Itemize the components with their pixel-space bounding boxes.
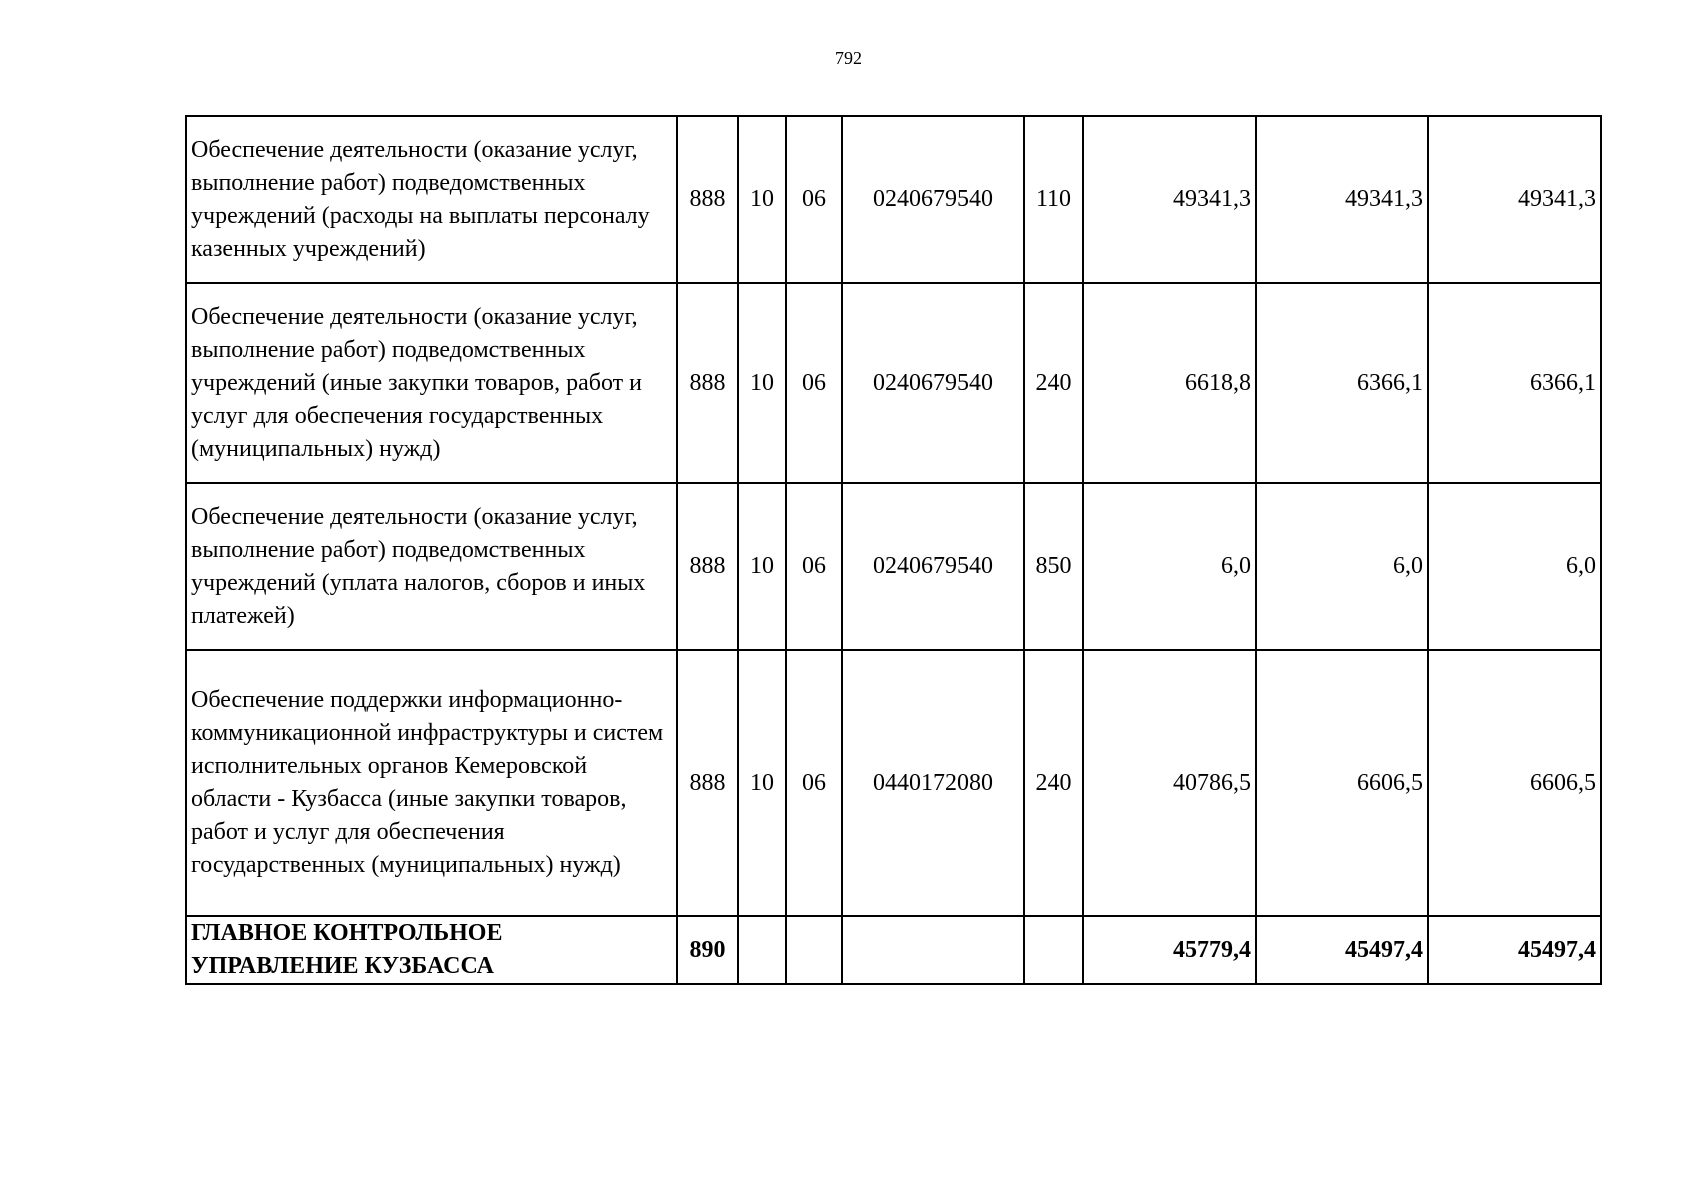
budget-table xyxy=(185,115,1602,985)
table-row xyxy=(186,650,1601,916)
ministry-code: 888 xyxy=(677,483,738,650)
section-code: 10 xyxy=(738,283,786,483)
amount-year-2: 6,0 xyxy=(1256,483,1428,650)
table-row xyxy=(186,483,1601,650)
table-row xyxy=(186,283,1601,483)
target-article-code: 0440172080 xyxy=(842,650,1024,916)
ministry-code: 890 xyxy=(677,916,738,984)
amount-year-3: 49341,3 xyxy=(1428,116,1601,283)
amount-year-1: 6618,8 xyxy=(1083,283,1256,483)
row-description: Обеспечение деятельности (оказание услуг, выполнение работ) подведомственных учреждений (расходы на выплаты персоналу казенных учреждений) xyxy=(186,116,677,283)
expense-type-code: 240 xyxy=(1024,283,1083,483)
section-code xyxy=(738,916,786,984)
ministry-code: 888 xyxy=(677,650,738,916)
amount-year-3: 6606,5 xyxy=(1428,650,1601,916)
row-description: Обеспечение поддержки информационно-коммуникационной инфраструктуры и систем исполнительных органов Кемеровской области - Кузбасса (иные закупки товаров, работ и услуг для обеспечения государственных (муниципальных) нужд) xyxy=(186,650,677,916)
subsection-code xyxy=(786,916,842,984)
expense-type-code xyxy=(1024,916,1083,984)
page-number: 792 xyxy=(835,48,862,68)
ministry-code: 888 xyxy=(677,283,738,483)
amount-year-2: 6366,1 xyxy=(1256,283,1428,483)
ministry-code: 888 xyxy=(677,116,738,283)
amount-year-3: 6,0 xyxy=(1428,483,1601,650)
target-article-code: 0240679540 xyxy=(842,116,1024,283)
amount-year-2: 49341,3 xyxy=(1256,116,1428,283)
subsection-code: 06 xyxy=(786,483,842,650)
amount-year-1: 6,0 xyxy=(1083,483,1256,650)
target-article-code: 0240679540 xyxy=(842,283,1024,483)
expense-type-code: 110 xyxy=(1024,116,1083,283)
section-code: 10 xyxy=(738,116,786,283)
amount-year-3: 45497,4 xyxy=(1428,916,1601,984)
row-description: Обеспечение деятельности (оказание услуг, выполнение работ) подведомственных учреждений (иные закупки товаров, работ и услуг для обеспечения государственных (муниципальных) нужд) xyxy=(186,283,677,483)
table-row xyxy=(186,116,1601,283)
amount-year-1: 49341,3 xyxy=(1083,116,1256,283)
section-code: 10 xyxy=(738,483,786,650)
row-description: Обеспечение деятельности (оказание услуг, выполнение работ) подведомственных учреждений (уплата налогов, сборов и иных платежей) xyxy=(186,483,677,650)
subsection-code: 06 xyxy=(786,116,842,283)
section-code: 10 xyxy=(738,650,786,916)
expense-type-code: 240 xyxy=(1024,650,1083,916)
subsection-code: 06 xyxy=(786,283,842,483)
target-article-code: 0240679540 xyxy=(842,483,1024,650)
expense-type-code: 850 xyxy=(1024,483,1083,650)
amount-year-3: 6366,1 xyxy=(1428,283,1601,483)
table-row-total xyxy=(186,916,1601,984)
target-article-code xyxy=(842,916,1024,984)
row-description: ГЛАВНОЕ КОНТРОЛЬНОЕ УПРАВЛЕНИЕ КУЗБАССА xyxy=(186,916,677,984)
amount-year-2: 6606,5 xyxy=(1256,650,1428,916)
amount-year-1: 40786,5 xyxy=(1083,650,1256,916)
amount-year-1: 45779,4 xyxy=(1083,916,1256,984)
amount-year-2: 45497,4 xyxy=(1256,916,1428,984)
subsection-code: 06 xyxy=(786,650,842,916)
